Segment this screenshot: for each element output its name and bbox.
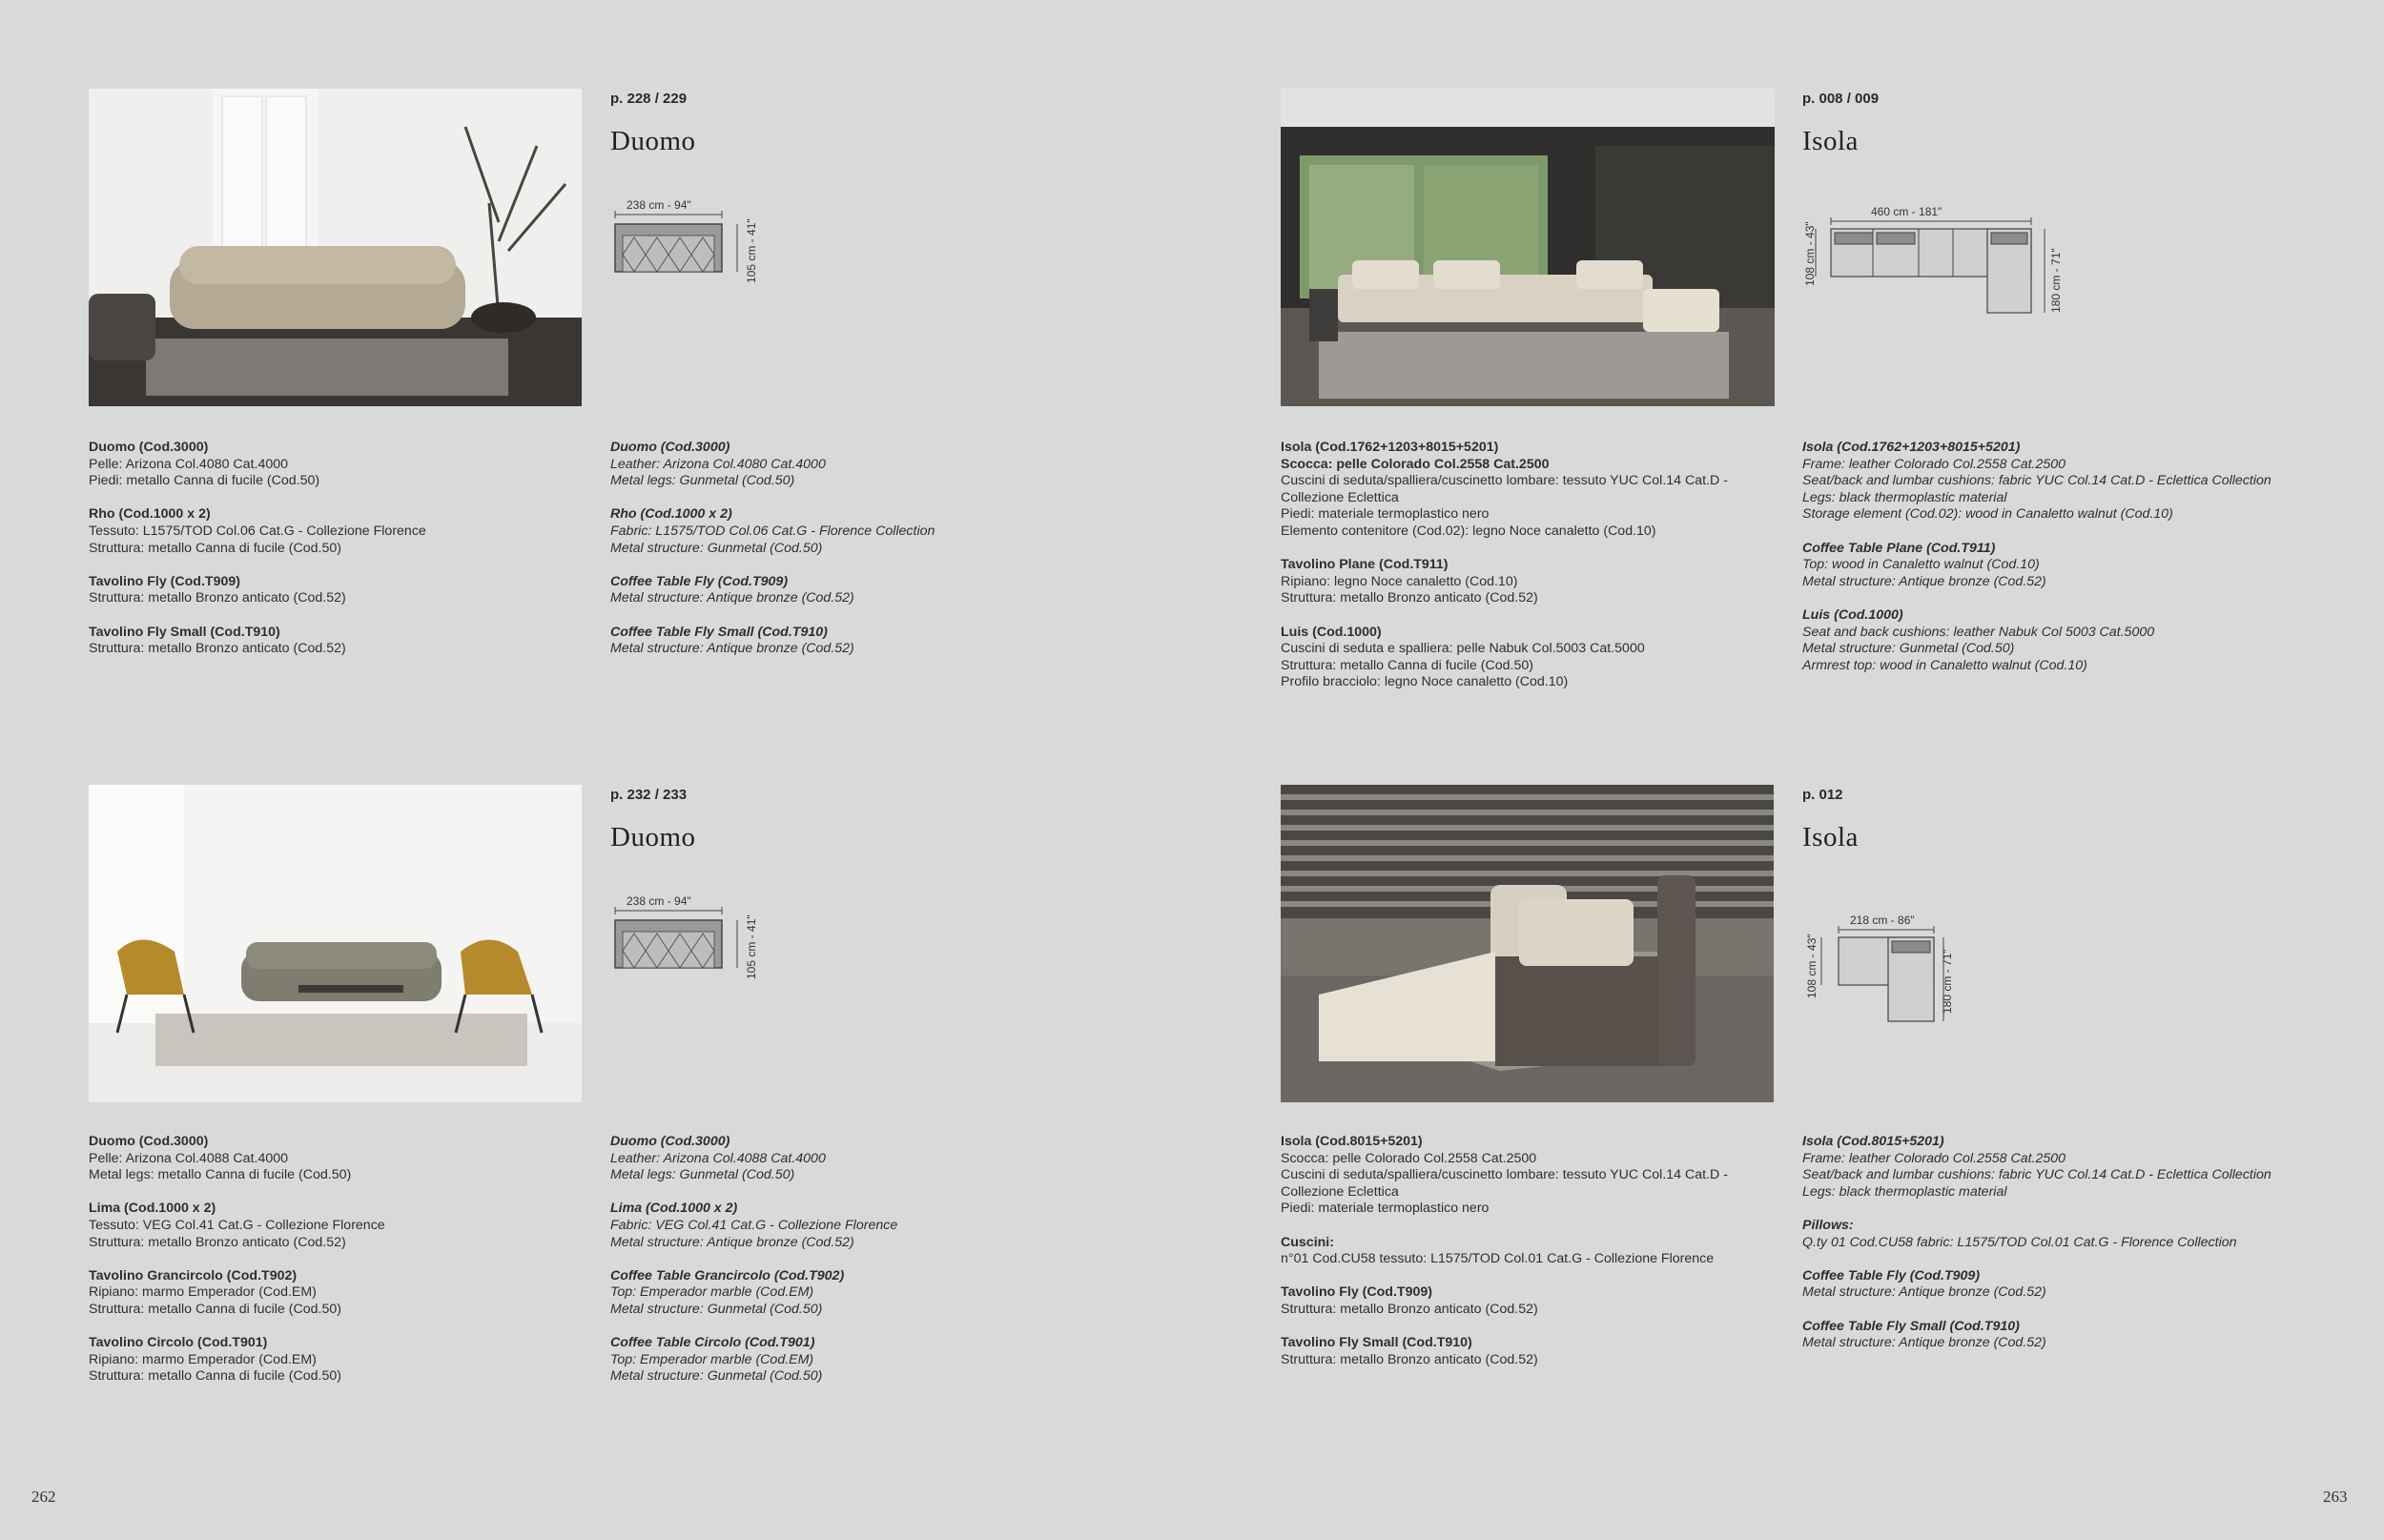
spec-heading: Tavolino Fly (Cod.T909) — [89, 573, 240, 589]
spec-group — [1281, 1284, 1728, 1318]
page-number-left: 262 — [31, 1488, 56, 1506]
spec-line: Piedi: materiale termoplastico nero — [1281, 506, 1490, 523]
spec-line: Leather: Arizona Col.4080 Cat.4000 — [610, 456, 826, 472]
spec-heading: Pillows: — [1802, 1217, 1854, 1233]
spec-group — [1802, 440, 2271, 524]
page-reference: p. 228 / 229 — [610, 91, 688, 107]
spec-line: Struttura: metallo Canna di fucile (Cod.50) — [89, 540, 341, 556]
spec-heading: Rho (Cod.1000 x 2) — [89, 506, 211, 523]
spec-group — [610, 625, 935, 658]
spec-line: Metal structure: Antique bronze (Cod.52) — [610, 590, 854, 606]
spec-heading: Coffee Table Circolo (Cod.T901) — [610, 1335, 815, 1351]
spec-line: Scocca: pelle Colorado Col.2558 Cat.2500 — [1281, 1150, 1537, 1166]
spec-line: Storage element (Cod.02): wood in Canaletto walnut (Cod.10) — [1802, 506, 2173, 523]
spec-group — [610, 506, 935, 557]
product-title: Duomo — [610, 822, 696, 852]
spec-line: Frame: leather Colorado Col.2558 Cat.2500 — [1802, 1150, 2066, 1166]
spec-heading: Coffee Table Fly (Cod.T909) — [610, 573, 789, 589]
spec-group — [89, 1268, 385, 1319]
description-english — [610, 440, 935, 674]
spec-line: n°01 Cod.CU58 tessuto: L1575/TOD Col.01 Cat.G - Collezione Florence — [1281, 1251, 1715, 1267]
spec-line: Ripiano: marmo Emperador (Cod.EM) — [89, 1351, 317, 1367]
photo-duomo-white-room — [89, 785, 582, 1102]
spec-line: Leather: Arizona Col.4088 Cat.4000 — [610, 1150, 826, 1166]
spec-line: Struttura: metallo Bronzo anticato (Cod.52) — [1281, 1351, 1538, 1367]
floor-plan-duomo-2 — [615, 892, 768, 987]
spec-line: Metal structure: Antique bronze (Cod.52) — [1802, 1284, 2046, 1301]
spec-group — [1802, 1319, 2271, 1352]
spec-group — [610, 1268, 897, 1319]
spec-line: Top: wood in Canaletto walnut (Cod.10) — [1802, 557, 2040, 573]
spec-heading: Duomo (Cod.3000) — [89, 440, 209, 455]
floor-plan-isola-2 — [1804, 913, 1954, 1027]
plan-width-label: 218 cm - 86" — [1850, 914, 1915, 927]
spec-line: Struttura: metallo Canna di fucile (Cod.50) — [89, 1368, 341, 1385]
description-english — [610, 1134, 897, 1403]
spec-line: Piedi: materiale termoplastico nero — [1281, 1201, 1490, 1217]
spec-heading: Tavolino Plane (Cod.T911) — [1281, 557, 1449, 573]
spec-line: Metal structure: Gunmetal (Cod.50) — [610, 540, 823, 556]
photo-isola-living-room — [1281, 89, 1775, 406]
spec-heading: Tavolino Fly Small (Cod.T910) — [89, 624, 280, 640]
photo-isola-veranda — [1281, 785, 1774, 1102]
spec-line: Tessuto: L1575/TOD Col.06 Cat.G - Collezione Florence — [89, 523, 426, 539]
plan-depth2-label: 180 cm - 71" — [2049, 248, 2063, 313]
plan-depth2-label: 180 cm - 71" — [1941, 949, 1954, 1014]
spec-line: Top: Emperador marble (Cod.EM) — [610, 1284, 814, 1301]
plan-depth-label: 108 cm - 43" — [1803, 221, 1817, 286]
spec-line: Profilo bracciolo: legno Noce canaletto (Cod.10) — [1281, 674, 1569, 690]
description-italian — [89, 1134, 385, 1403]
description-italian — [1281, 440, 1728, 708]
spec-line: Collezione Eclettica — [1281, 489, 1399, 505]
page-number-right: 263 — [2323, 1488, 2348, 1506]
spec-group — [1281, 557, 1728, 607]
spec-line: Metal structure: Gunmetal (Cod.50) — [1802, 641, 2015, 657]
spec-line: Struttura: metallo Bronzo anticato (Cod.52) — [89, 641, 346, 657]
plan-depth-label: 105 cm - 41" — [745, 914, 758, 979]
plan-depth-label: 108 cm - 43" — [1805, 934, 1819, 998]
spec-line: Piedi: metallo Canna di fucile (Cod.50) — [89, 473, 320, 489]
spec-heading: Tavolino Fly Small (Cod.T910) — [1281, 1335, 1472, 1351]
spec-line: Q.ty 01 Cod.CU58 fabric: L1575/TOD Col.01 Cat.G - Florence Collection — [1802, 1234, 2237, 1250]
spec-line: Fabric: L1575/TOD Col.06 Cat.G - Florence Collection — [610, 523, 935, 539]
spec-line: Elemento contenitore (Cod.02): legno Noce canaletto (Cod.10) — [1281, 523, 1656, 539]
spec-heading: Isola (Cod.8015+5201) — [1802, 1134, 1944, 1149]
spec-line: Struttura: metallo Canna di fucile (Cod.50) — [1281, 657, 1533, 673]
spec-heading: Coffee Table Fly (Cod.T909) — [1802, 1267, 1981, 1283]
spec-heading: Isola (Cod.8015+5201) — [1281, 1134, 1423, 1149]
spec-heading: Lima (Cod.1000 x 2) — [610, 1201, 738, 1217]
spec-line: Cuscini di seduta e spalliera: pelle Nabuk Col.5003 Cat.5000 — [1281, 641, 1645, 657]
spec-line: Struttura: metallo Canna di fucile (Cod.50) — [89, 1301, 341, 1317]
spec-heading: Duomo (Cod.3000) — [89, 1134, 209, 1149]
spec-heading: Coffee Table Grancircolo (Cod.T902) — [610, 1267, 845, 1283]
spec-line: Cuscini di seduta/spalliera/cuscinetto lombare: tessuto YUC Col.14 Cat.D - — [1281, 1167, 1728, 1183]
description-english — [1802, 440, 2271, 691]
spec-line: Frame: leather Colorado Col.2558 Cat.2500 — [1802, 456, 2066, 472]
spec-group — [1281, 625, 1728, 691]
spec-heading: Tavolino Circolo (Cod.T901) — [89, 1335, 268, 1351]
spec-line: Cuscini di seduta/spalliera/cuscinetto lombare: tessuto YUC Col.14 Cat.D - — [1281, 473, 1728, 489]
spec-line: Struttura: metallo Bronzo anticato (Cod.52) — [1281, 590, 1538, 606]
spec-group — [1802, 607, 2271, 674]
spec-group — [89, 1201, 385, 1251]
spec-group — [610, 1134, 897, 1184]
spec-line: Metal structure: Gunmetal (Cod.50) — [610, 1301, 823, 1317]
spec-heading: Cuscini: — [1281, 1234, 1334, 1250]
product-title: Duomo — [610, 126, 696, 156]
spec-line: Metal structure: Gunmetal (Cod.50) — [610, 1368, 823, 1385]
spec-group — [89, 574, 426, 607]
spec-heading: Lima (Cod.1000 x 2) — [89, 1201, 216, 1217]
spec-line: Tessuto: VEG Col.41 Cat.G - Collezione Florence — [89, 1217, 385, 1233]
spec-line: Seat and back cushions: leather Nabuk Col 5003 Cat.5000 — [1802, 624, 2155, 640]
spec-line: Fabric: VEG Col.41 Cat.G - Collezione Florence — [610, 1217, 898, 1233]
spec-line: Legs: black thermoplastic material — [1802, 489, 2007, 505]
spec-line: Metal legs: Gunmetal (Cod.50) — [610, 473, 795, 489]
spec-group — [610, 574, 935, 607]
page-reference: p. 232 / 233 — [610, 787, 688, 803]
spec-group — [610, 1201, 897, 1251]
spec-line: Metal structure: Antique bronze (Cod.52) — [1802, 573, 2046, 589]
spec-group — [610, 1335, 897, 1386]
spec-group — [89, 1134, 385, 1184]
photo-duomo-classic-room — [89, 89, 582, 406]
spec-group — [1802, 1134, 2271, 1201]
spec-group — [1802, 1218, 2271, 1251]
spec-heading: Duomo (Cod.3000) — [610, 1134, 730, 1149]
spec-heading: Isola (Cod.1762+1203+8015+5201) — [1281, 440, 1499, 455]
spec-line: Pelle: Arizona Col.4088 Cat.4000 — [89, 1150, 289, 1166]
spec-heading: Rho (Cod.1000 x 2) — [610, 506, 732, 523]
spec-group — [89, 440, 426, 490]
spec-heading: Duomo (Cod.3000) — [610, 440, 730, 455]
description-italian — [89, 440, 426, 674]
page-reference: p. 008 / 009 — [1802, 91, 1880, 107]
description-english — [1802, 1134, 2271, 1368]
description-italian — [1281, 1134, 1728, 1386]
spec-heading: Tavolino Fly (Cod.T909) — [1281, 1284, 1432, 1301]
spec-line: Ripiano: legno Noce canaletto (Cod.10) — [1281, 573, 1518, 589]
floor-plan-isola-1 — [1804, 202, 2071, 317]
plan-width-label: 460 cm - 181" — [1871, 205, 1942, 218]
spec-heading: Coffee Table Fly Small (Cod.T910) — [610, 624, 828, 640]
spec-heading: Coffee Table Fly Small (Cod.T910) — [1802, 1318, 2020, 1334]
spec-line: Metal legs: Gunmetal (Cod.50) — [610, 1167, 795, 1183]
spec-heading: Coffee Table Plane (Cod.T911) — [1802, 540, 1996, 556]
spec-group — [1281, 1335, 1728, 1368]
spec-line: Struttura: metallo Bronzo anticato (Cod.52) — [1281, 1301, 1538, 1317]
plan-width-label: 238 cm - 94" — [627, 198, 691, 212]
plan-width-label: 238 cm - 94" — [627, 894, 691, 908]
spec-line: Struttura: metallo Bronzo anticato (Cod.52) — [89, 1234, 346, 1250]
spec-line: Pelle: Arizona Col.4080 Cat.4000 — [89, 456, 289, 472]
spec-line: Ripiano: marmo Emperador (Cod.EM) — [89, 1284, 317, 1301]
spec-line: Metal structure: Antique bronze (Cod.52) — [1802, 1335, 2046, 1351]
spec-group — [89, 506, 426, 557]
spec-line: Struttura: metallo Bronzo anticato (Cod.52) — [89, 590, 346, 606]
product-title: Isola — [1802, 126, 1859, 156]
spec-heading: Luis (Cod.1000) — [1281, 624, 1382, 640]
spec-line: Top: Emperador marble (Cod.EM) — [610, 1351, 814, 1367]
spec-line: Seat/back and lumbar cushions: fabric YUC Col.14 Cat.D - Eclettica Collection — [1802, 473, 2271, 489]
spec-line: Legs: black thermoplastic material — [1802, 1183, 2007, 1200]
spec-line: Metal structure: Antique bronze (Cod.52) — [610, 1234, 854, 1250]
spec-line: Seat/back and lumbar cushions: fabric YUC Col.14 Cat.D - Eclettica Collection — [1802, 1167, 2271, 1183]
spec-group — [1281, 1235, 1728, 1268]
spec-group — [89, 1335, 385, 1386]
spec-line: Scocca: pelle Colorado Col.2558 Cat.2500 — [1281, 456, 1550, 472]
spec-group — [89, 625, 426, 658]
spec-heading: Luis (Cod.1000) — [1802, 606, 1903, 623]
spec-heading: Isola (Cod.1762+1203+8015+5201) — [1802, 440, 2021, 455]
spec-group — [1802, 541, 2271, 591]
spec-heading: Tavolino Grancircolo (Cod.T902) — [89, 1267, 298, 1283]
spec-group — [1281, 1134, 1728, 1218]
spec-group — [1281, 440, 1728, 541]
floor-plan-duomo-1 — [615, 195, 768, 291]
spec-line: Armrest top: wood in Canaletto walnut (Cod.10) — [1802, 657, 2087, 673]
spec-group — [1802, 1268, 2271, 1302]
plan-depth-label: 105 cm - 41" — [745, 218, 758, 283]
spec-line: Collezione Eclettica — [1281, 1183, 1399, 1200]
spec-line: Metal legs: metallo Canna di fucile (Cod.50) — [89, 1167, 352, 1183]
spec-group — [610, 440, 935, 490]
spec-line: Metal structure: Antique bronze (Cod.52) — [610, 641, 854, 657]
page-reference: p. 012 — [1802, 787, 1843, 803]
product-title: Isola — [1802, 822, 1859, 852]
